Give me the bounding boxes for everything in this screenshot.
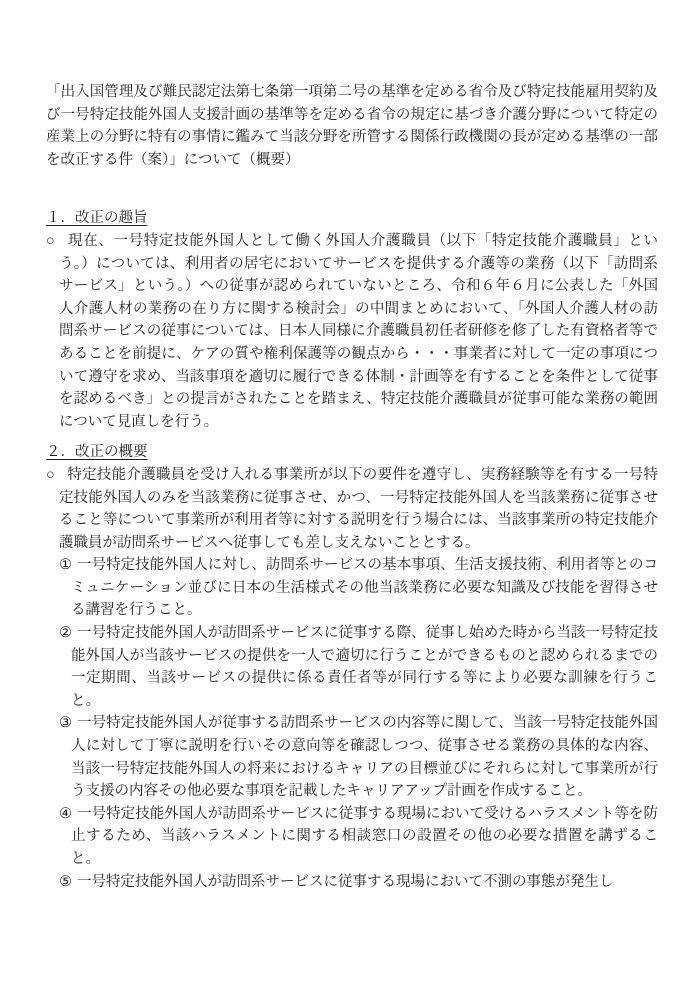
- numbered-item-4: [59, 803, 658, 871]
- numbered-item-4-text: 一号特定技能外国人が訪問系サービスに従事する現場において受けるハラスメント等を防止するため、当該ハラスメントに関する相談窓口の設置その他の必要な措置を講ずること。: [71, 805, 659, 867]
- circle-bullet-marker: ○: [46, 232, 56, 249]
- section-revision-purpose: [46, 207, 658, 433]
- item-number-marker-3: ③: [59, 715, 73, 732]
- numbered-item-5: [59, 871, 658, 894]
- document-title: 「出入国管理及び難民認定法第七条第一項第二号の基準を定める省令及び特定技能雇用契約及び一号特定技能外国人支援計画の基準等を定める省令の規定に基づき介護分野について特定の産業上の分野に特有の事情に鑑みて当該分野を所管する関係行政機関の長が定める基準の一部を改正する件（案）」について（概要）: [46, 84, 658, 168]
- section-1-bullet-paragraph: [46, 230, 658, 433]
- section-2-bullet-paragraph: [46, 464, 658, 554]
- circle-bullet-marker: ○: [46, 466, 56, 483]
- section-2-heading: [46, 441, 658, 464]
- section-1-bullet-text: 現在、一号特定技能外国人として働く外国人介護職員（以下「特定技能介護職員」という。）については、利用者の居宅においてサービスを提供する介護等の業務（以下「訪問系サービス」という。）への従事が認められていないところ、令和６年６月に公表した「外国人介護人材の業務の在り方に関する検討会」の中間まとめにおいて、「外国人介護人材の訪問系サービスの従事については、日本人同様に介護職員初任者研修を修了した有資格者等であることを前提に、ケアの質や権利保護等の観点から・・・事業者に対して一定の事項について遵守を求め、当該事項を適切に履行できる体制・計画等を有することを条件として従事を認めるべき」との提言がされたことを踏まえ、特定技能介護職員が従事可能な業務の範囲について見直しを行う。: [59, 232, 658, 430]
- numbered-item-2-text: 一号特定技能外国人が訪問系サービスに従事する際、従事し始めた時から当該一号特定技能外国人が当該サービスの提供を一人で適切に行うことができるものと認められるまでの一定期間、当該サービスの提供に係る責任者等が同行する等により必要な訓練を行うこと。: [71, 625, 659, 709]
- item-number-marker-2: ②: [59, 625, 73, 642]
- item-number-marker-4: ④: [59, 805, 73, 822]
- numbered-item-1: [59, 554, 658, 622]
- numbered-item-3-text: 一号特定技能外国人が従事する訪問系サービスの内容等に関して、当該一号特定技能外国人に対して丁寧に説明を行いその意向等を確認しつつ、従事させる業務の具体的な内容、当該一号特定技能外国人の将来におけるキャリアの目標並びにそれらに対して事業所が行う支援の内容その他必要な事項を記載したキャリアアップ計画を作成すること。: [71, 715, 658, 800]
- numbered-item-1-text: 一号特定技能外国人に対し、訪問系サービスの基本事項、生活支援技術、利用者等とのコミュニケーション並びに日本の生活様式その他当該業務に必要な知識及び技能を習得させる講習を行うこと。: [71, 557, 659, 619]
- section-1-heading: [46, 207, 658, 230]
- item-number-marker-5: ⑤: [59, 873, 72, 890]
- section-2-bullet-text: 特定技能介護職員を受け入れる事業所が以下の要件を遵守し、実務経験等を有する一号特定技能外国人のみを当該業務に従事させ、かつ、一号特定技能外国人を当該業務に従事させること等について事業所が利用者等に対する説明を行う場合には、当該事業所の特定技能介護職員が訪問系サービスへ従事しても差し支えないこととする。: [59, 466, 659, 551]
- section-revision-overview: [46, 441, 658, 893]
- numbered-item-5-text: 一号特定技能外国人が訪問系サービスに従事する現場において不測の事態が発生し: [77, 873, 614, 890]
- section-1-heading-text: １．改正の趣旨: [46, 210, 148, 227]
- numbered-item-2: [59, 622, 658, 712]
- item-number-marker-1: ①: [59, 557, 73, 574]
- section-2-heading-text: ２．改正の概要: [46, 444, 148, 461]
- numbered-item-3: [59, 712, 658, 802]
